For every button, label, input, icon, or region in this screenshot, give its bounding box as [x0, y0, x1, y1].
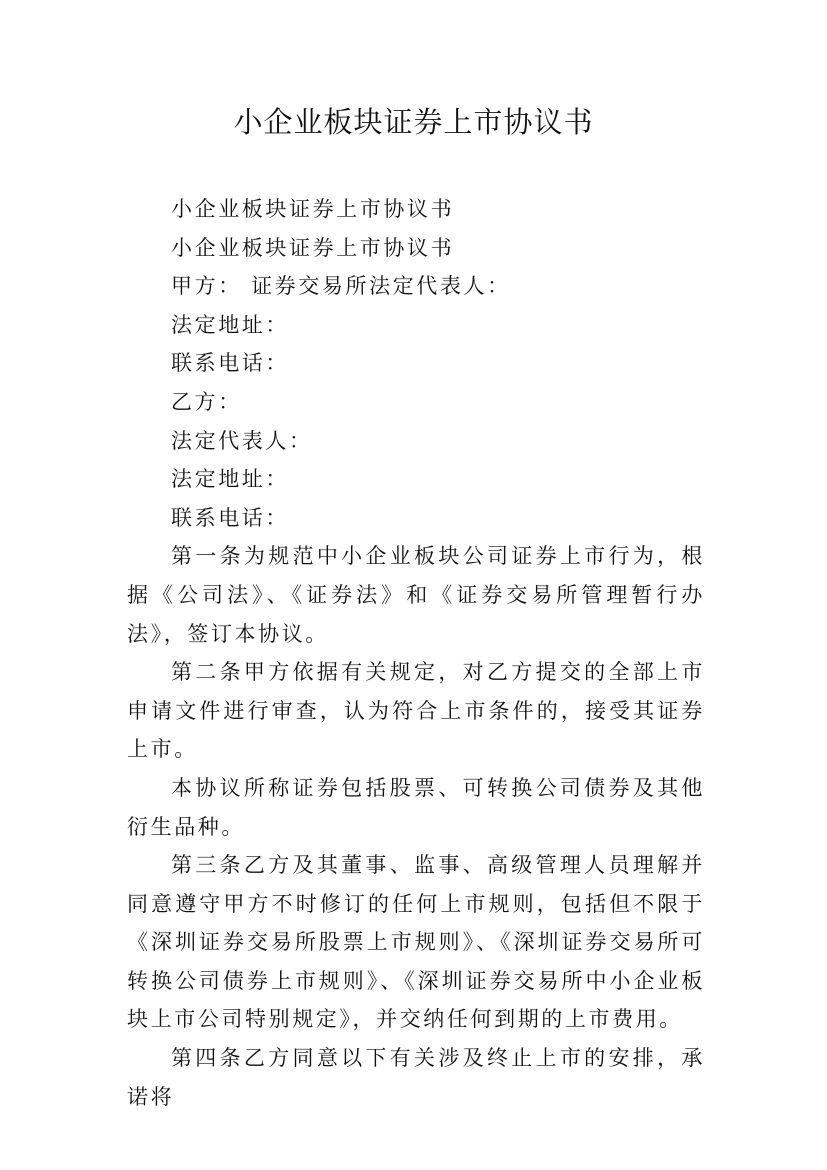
paragraph-heading-2: 小企业板块证券上市协议书 — [171, 235, 455, 260]
article-4: 第四条乙方同意以下有关涉及终止上市的安排，承诺将 — [127, 1046, 705, 1109]
party-b-representative: 法定代表人： — [171, 428, 313, 453]
article-2: 第二条甲方依据有关规定，对乙方提交的全部上市申请文件进行审查，认为符合上市条件的，接受其证券上市。 — [127, 660, 705, 762]
article-2-note: 本协议所称证券包括股票、可转换公司债券及其他衍生品种。 — [127, 775, 705, 839]
document-title: 小企业板块证券上市协议书 — [233, 105, 594, 139]
paragraph-heading-1: 小企业板块证券上市协议书 — [171, 197, 455, 221]
party-a-address: 法定地址： — [171, 312, 289, 337]
party-b-address: 法定地址： — [171, 467, 289, 492]
article-1: 第一条为规范中小企业板块公司证券上市行为，根据《公司法》、《证券法》和《证券交易所管理暂行办法》，签订本协议。 — [127, 544, 705, 646]
party-b-line: 乙方： — [171, 389, 242, 414]
article-3: 第三条乙方及其董事、监事、高级管理人员理解并同意遵守甲方不时修订的任何上市规则，包括但不限于《深圳证券交易所股票上市规则》、《深圳证券交易所可转换公司债券上市规则》、《深圳证券交易所中小企业板块上市公司特别规定》，并交纳任何到期的上市费用。 — [127, 853, 705, 1032]
document-body — [127, 190, 705, 1116]
party-b-phone: 联系电话： — [171, 505, 289, 530]
party-a-phone: 联系电话： — [171, 351, 289, 376]
party-a-line: 甲方： 证券交易所法定代表人： — [171, 274, 511, 299]
